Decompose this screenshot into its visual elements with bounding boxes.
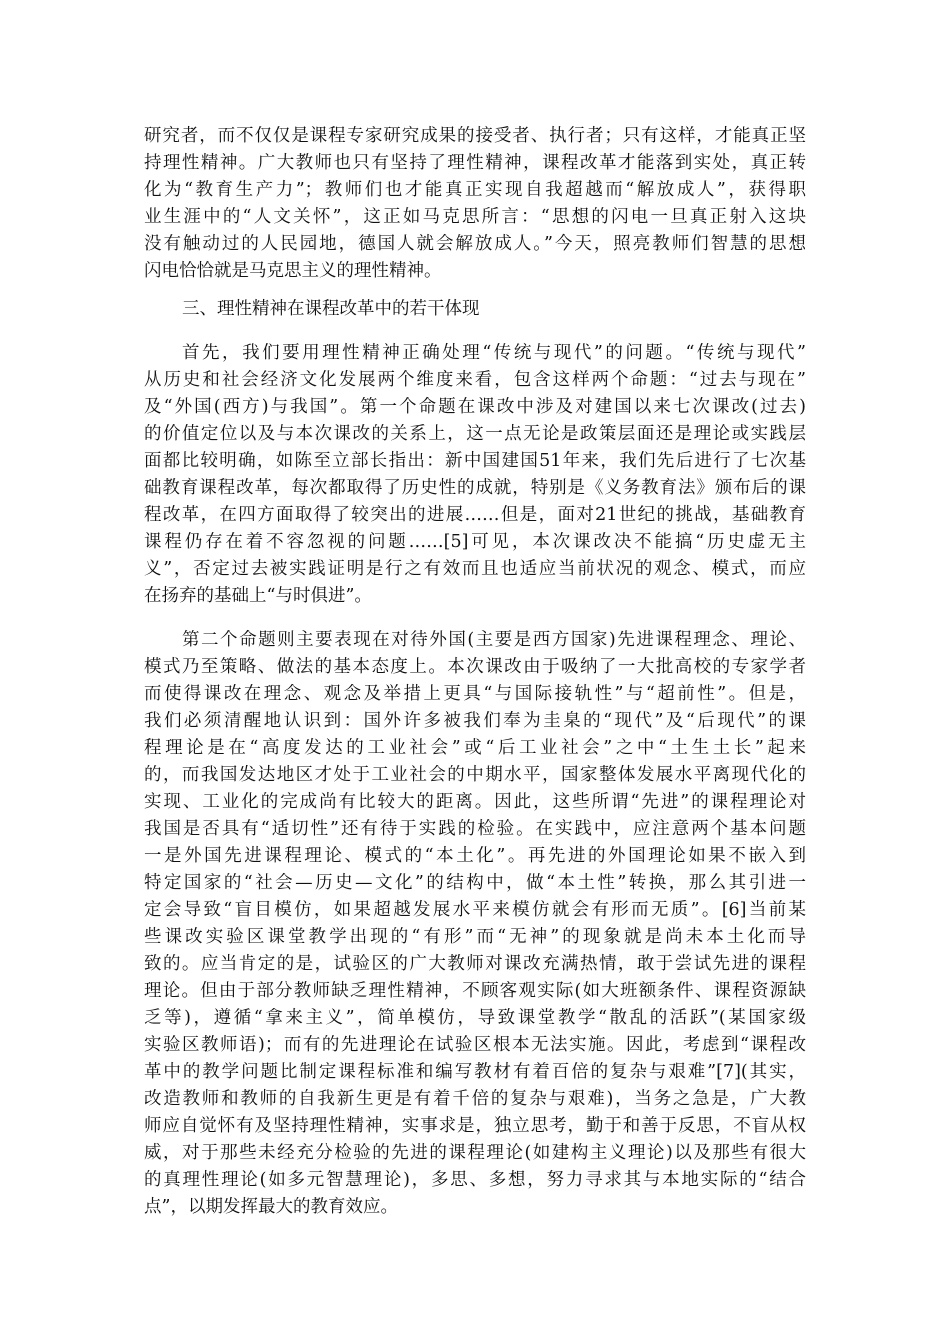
text-line: 没有触动过的人民园地，德国人就会解放成人。”今天，照亮教师们智慧的思想	[144, 234, 806, 254]
text-line: 化为“教育生产力”；教师们也才能真正实现自我超越而“解放成人”，获得职	[144, 180, 806, 200]
text-line: 我国是否具有“适切性”还有待于实践的检验。在实践中，应注意两个基本问题	[144, 819, 806, 839]
text-line: 持理性精神。广大教师也只有坚持了理性精神，课程改革才能落到实处，真正转	[144, 153, 806, 173]
text-line: 我们必须清醒地认识到：国外许多被我们奉为圭臬的“现代”及“后现代”的课	[144, 711, 806, 731]
text-line: 点”，以期发挥最大的教育效应。	[144, 1197, 398, 1217]
text-line: 定会导致“盲目模仿，如果超越发展水平来模仿就会有形而无质”。[6]当前某	[144, 900, 806, 920]
text-line: 及“外国(西方)与我国”。第一个命题在课改中涉及对建国以来七次课改(过去)	[144, 397, 806, 417]
text-line: 模式乃至策略、做法的基本态度上。本次课改由于吸纳了一大批高校的专家学者	[144, 657, 806, 677]
text-line: 师应自觉怀有及坚持理性精神，实事求是，独立思考，勤于和善于反思，不盲从权	[144, 1116, 806, 1136]
text-line: 第二个命题则主要表现在对待外国(主要是西方国家)先进课程理念、理论、	[182, 630, 806, 650]
text-line: 的真理性理论(如多元智慧理论)，多思、多想，努力寻求其与本地实际的“结合	[144, 1170, 806, 1190]
text-line: 首先，我们要用理性精神正确处理“传统与现代”的问题。“传统与现代”	[182, 343, 806, 363]
text-line: 研究者，而不仅仅是课程专家研究成果的接受者、执行者；只有这样，才能真正坚	[144, 126, 806, 146]
section-heading: 三、理性精神在课程改革中的若干体现	[182, 299, 480, 319]
text-line: 闪电恰恰就是马克思主义的理性精神。	[144, 261, 442, 281]
text-line: 乏等)，遵循“拿来主义”，简单模仿，导致课堂教学“散乱的活跃”(某国家级	[144, 1008, 806, 1028]
text-line: 而使得课改在理念、观念及举措上更具“与国际接轨性”与“超前性”。但是，	[144, 684, 806, 704]
text-line: 改造教师和教师的自我新生更是有着千倍的复杂与艰难)，当务之急是，广大教	[144, 1089, 806, 1109]
text-line: 从历史和社会经济文化发展两个维度来看，包含这样两个命题：“过去与现在”	[144, 370, 806, 390]
text-line: 实验区教师语)；而有的先进理论在试验区根本无法实施。因此，考虑到“课程改	[144, 1035, 806, 1055]
text-line: 面都比较明确，如陈至立部长指出：新中国建国51年来，我们先后进行了七次基	[144, 451, 806, 471]
text-line: 课程仍存在着不容忽视的问题……[5]可见，本次课改决不能搞“历史虚无主	[144, 532, 806, 552]
text-line: 致的。应当肯定的是，试验区的广大教师对课改充满热情，敢于尝试先进的课程	[144, 954, 806, 974]
text-line: 程理论是在“高度发达的工业社会”或“后工业社会”之中“土生土长”起来	[144, 738, 806, 758]
text-line: 理论。但由于部分教师缺乏理性精神，不顾客观实际(如大班额条件、课程资源缺	[144, 981, 806, 1001]
text-line: 威，对于那些未经充分检验的先进的课程理论(如建构主义理论)以及那些有很大	[144, 1143, 806, 1163]
text-line: 的，而我国发达地区才处于工业社会的中期水平，国家整体发展水平离现代化的	[144, 765, 806, 785]
text-line: 义”，否定过去被实践证明是行之有效而且也适应当前状况的观念、模式，而应	[144, 559, 806, 579]
text-line: 的价值定位以及与本次课改的关系上，这一点无论是政策层面还是理论或实践层	[144, 424, 806, 444]
text-line: 革中的教学问题比制定课程标准和编写教材有着百倍的复杂与艰难”[7](其实，	[144, 1062, 806, 1082]
text-line: 础教育课程改革，每次都取得了历史性的成就，特别是《义务教育法》颁布后的课	[144, 478, 806, 498]
text-line: 业生涯中的“人文关怀”，这正如马克思所言：“思想的闪电一旦真正射入这块	[144, 207, 806, 227]
text-line: 在扬弃的基础上“与时俱进”。	[144, 586, 372, 606]
text-line: 实现、工业化的完成尚有比较大的距离。因此，这些所谓“先进”的课程理论对	[144, 792, 806, 812]
text-line: 些课改实验区课堂教学出现的“有形”而“无神”的现象就是尚未本土化而导	[144, 927, 806, 947]
text-line: 特定国家的“社会—历史—文化”的结构中，做“本土性”转换，那么其引进一	[144, 873, 806, 893]
text-line: 一是外国先进课程理论、模式的“本土化”。再先进的外国理论如果不嵌入到	[144, 846, 806, 866]
text-line: 程改革，在四方面取得了较突出的进展……但是，面对21世纪的挑战，基础教育	[144, 505, 806, 525]
